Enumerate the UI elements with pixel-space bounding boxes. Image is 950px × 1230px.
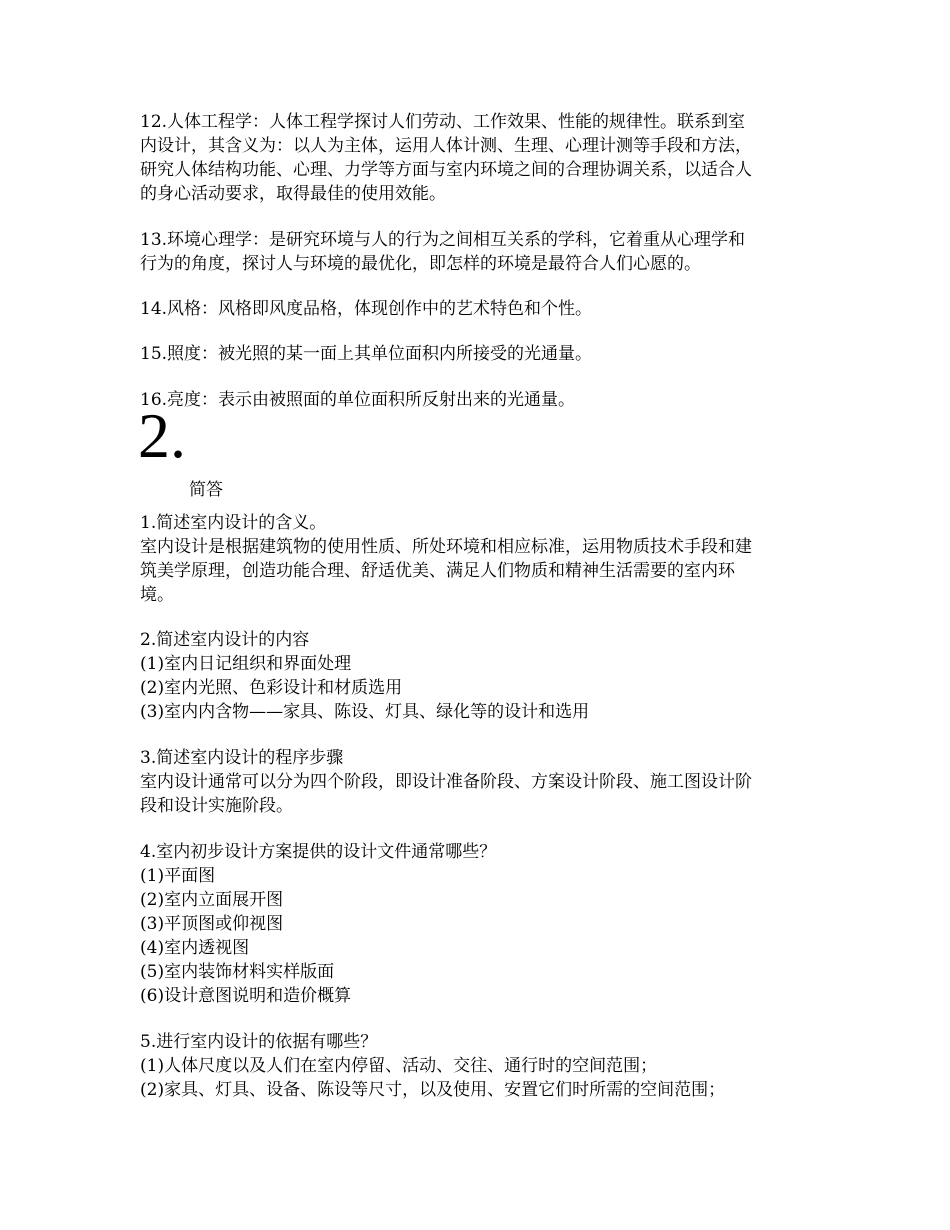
definition-12-line-4: 的身心活动要求，取得最佳的使用效能。 <box>140 184 446 204</box>
definition-12-line-3: 研究人体结构功能、心理、力学等方面与室内环境之间的合理协调关系，以适合人 <box>140 160 752 180</box>
definition-12-line-2: 内设计，其含义为：以人为主体，运用人体计测、生理、心理计测等手段和方法， <box>140 136 752 156</box>
definition-13-line-2: 行为的角度，探讨人与环境的最优化，即怎样的环境是最符合人们心愿的。 <box>140 254 701 274</box>
answer-5-line-1: (1)人体尺度以及人们在室内停留、活动、交往、通行时的空间范围； <box>140 1056 658 1076</box>
answer-4-line-1: (1)平面图 <box>140 866 216 886</box>
definition-13-line-1: 13.环境心理学：是研究环境与人的行为之间相互关系的学科，它着重从心理学和 <box>140 230 746 250</box>
question-2: 2.简述室内设计的内容 <box>140 630 310 650</box>
answer-4-line-3: (3)平顶图或仰视图 <box>140 914 284 934</box>
answer-1-line-1: 室内设计是根据建筑物的使用性质、所处环境和相应标准，运用物质技术手段和建 <box>140 537 752 557</box>
answer-1-line-3: 境。 <box>140 585 174 605</box>
answer-4-line-4: (4)室内透视图 <box>140 938 250 958</box>
answer-5-line-2: (2)家具、灯具、设备、陈设等尺寸，以及使用、安置它们时所需的空间范围； <box>140 1080 726 1100</box>
answer-3-line-1: 室内设计通常可以分为四个阶段，即设计准备阶段、方案设计阶段、施工图设计阶 <box>140 772 752 792</box>
section-number: 2. <box>138 400 186 471</box>
answer-1-line-2: 筑美学原理，创造功能合理、舒适优美、满足人们物质和精神生活需要的室内环 <box>140 561 735 581</box>
answer-2-line-1: (1)室内日记组织和界面处理 <box>140 654 352 674</box>
definition-12-line-1: 12.人体工程学：人体工程学探讨人们劳动、工作效果、性能的规律性。联系到室 <box>140 112 746 132</box>
answer-4-line-5: (5)室内装饰材料实样版面 <box>140 962 335 982</box>
answer-3-line-2: 段和设计实施阶段。 <box>140 796 293 816</box>
answer-2-line-2: (2)室内光照、色彩设计和材质选用 <box>140 678 403 698</box>
question-4: 4.室内初步设计方案提供的设计文件通常哪些？ <box>140 842 497 862</box>
definition-14-line-1: 14.风格：风格即风度品格，体现创作中的艺术特色和个性。 <box>140 299 593 319</box>
answer-2-line-3: (3)室内内含物——家具、陈设、灯具、绿化等的设计和选用 <box>140 702 590 722</box>
question-5: 5.进行室内设计的依据有哪些？ <box>140 1032 378 1052</box>
question-3: 3.简述室内设计的程序步骤 <box>140 748 344 768</box>
definition-16-line-1: 16.亮度：表示由被照面的单位面积所反射出来的光通量。 <box>140 390 576 410</box>
question-1: 1.简述室内设计的含义。 <box>140 513 327 533</box>
section-title: 简答 <box>189 480 223 500</box>
answer-4-line-2: (2)室内立面展开图 <box>140 890 284 910</box>
definition-15-line-1: 15.照度：被光照的某一面上其单位面积内所接受的光通量。 <box>140 344 593 364</box>
answer-4-line-6: (6)设计意图说明和造价概算 <box>140 986 352 1006</box>
